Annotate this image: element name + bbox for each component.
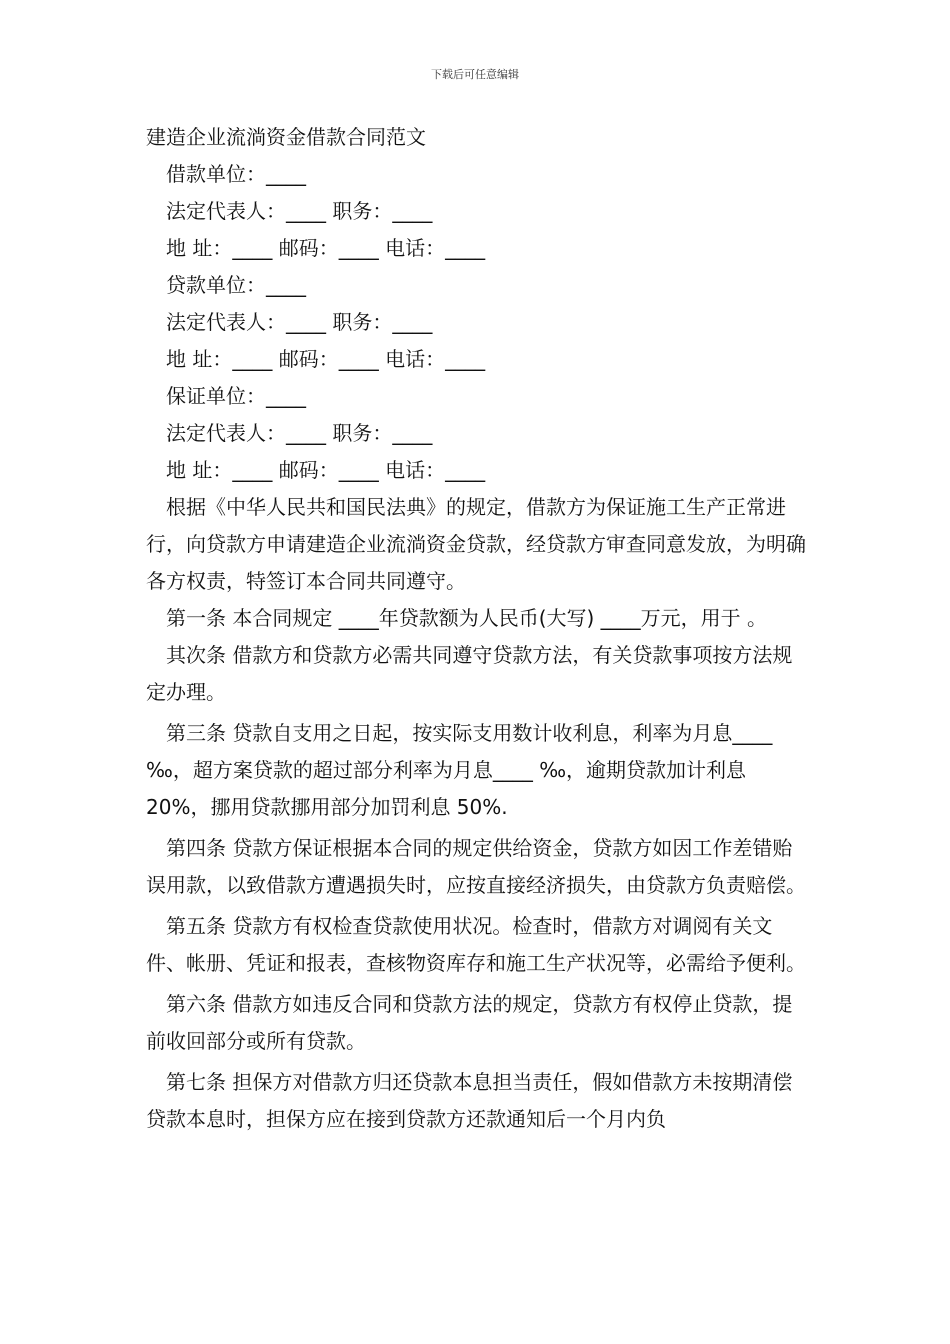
lender-unit-line: 贷款单位：____ [166,273,306,297]
parties-block [146,156,810,489]
document-title: 建造企业流淌资金借款合同范文 [146,125,426,149]
header-note: 下载后可任意编辑 [431,68,519,81]
article-4-paragraph: 第四条 贷款方保证根据本合同的规定供给资金，贷款方如因工作差错贻误用款，以致借款方遭遇损失时，应按直接经济损失，由贷款方负责赔偿。 [146,836,806,897]
borrower-representative-line: 法定代表人：____ 职务：____ [166,199,433,223]
guarantor-address-line: 地 址：____ 邮码：____ 电话：____ [166,458,486,482]
borrower-address-line: 地 址：____ 邮码：____ 电话：____ [166,236,486,260]
article-3-paragraph: 第三条 贷款自支用之日起，按实际支用数计收利息，利率为月息____ ‰，超方案贷款的超过部分利率为月息____ ‰，逾期贷款加计利息 20%，挪用贷款挪用部分加罚利息 50%. [146,721,779,819]
guarantor-unit-line: 保证单位：____ [166,384,306,408]
preamble-paragraph: 根据《中华人民共和国民法典》的规定，借款方为保证施工生产正常进行，向贷款方申请建造企业流淌资金贷款，经贷款方审查同意发放，为明确各方权责，特签订本合同共同遵守。 [146,495,806,593]
lender-representative-line: 法定代表人：____ 职务：____ [166,310,433,334]
guarantor-representative-line: 法定代表人：____ 职务：____ [166,421,433,445]
article-1-paragraph: 第一条 本合同规定 ____年贷款额为人民币(大写) ____万元，用于 。 [166,606,768,630]
article-6-paragraph: 第六条 借款方如违反合同和贷款方法的规定，贷款方有权停止贷款，提前收回部分或所有贷款。 [146,992,793,1053]
article-2-paragraph: 其次条 借款方和贷款方必需共同遵守贷款方法，有关贷款事项按方法规定办理。 [146,643,793,704]
article-5-paragraph: 第五条 贷款方有权检查贷款使用状况。检查时，借款方对调阅有关文件、帐册、凭证和报表，查核物资库存和施工生产状况等，必需给予便利。 [146,914,806,975]
borrower-unit-line: 借款单位：____ [166,162,306,186]
contract-document [146,118,810,1138]
lender-address-line: 地 址：____ 邮码：____ 电话：____ [166,347,486,371]
article-7-paragraph: 第七条 担保方对借款方归还贷款本息担当责任，假如借款方未按期清偿贷款本息时，担保方应在接到贷款方还款通知后一个月内负 [146,1070,793,1131]
